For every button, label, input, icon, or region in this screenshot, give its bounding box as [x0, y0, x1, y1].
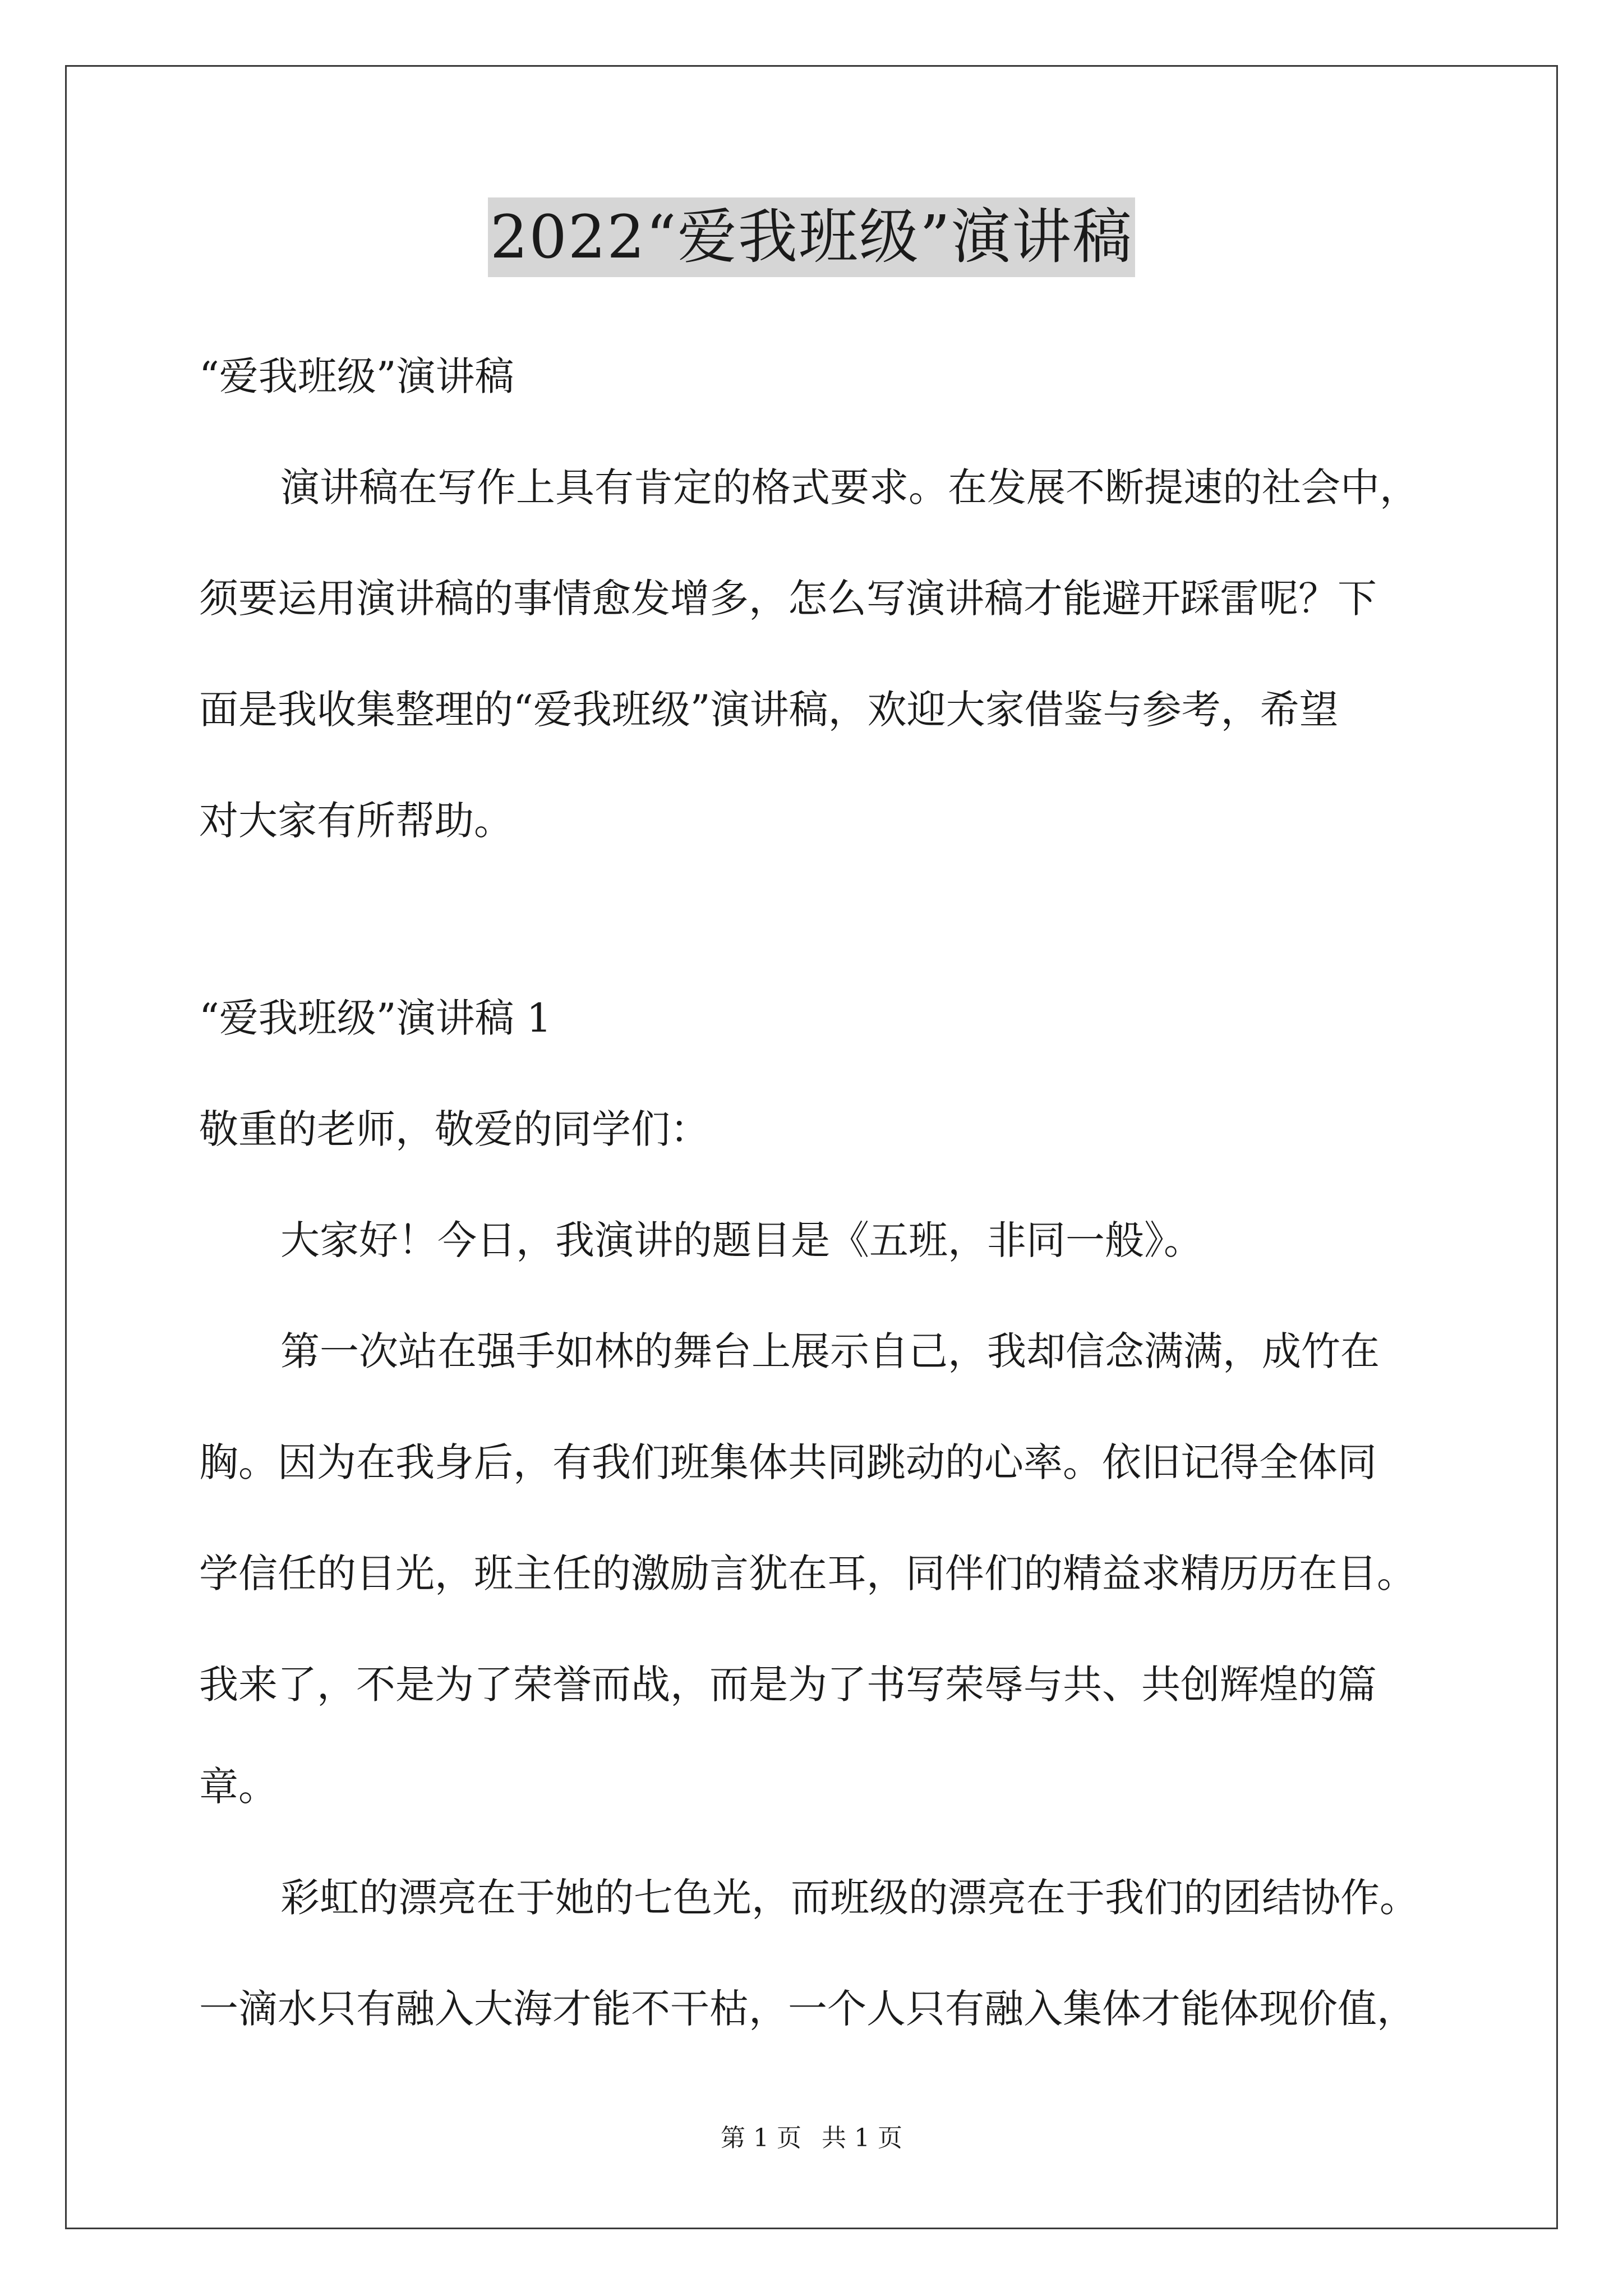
section-heading: “爱我班级”演讲稿 1 — [199, 995, 552, 1041]
paragraph-line: 大家好！今日，我演讲的题目是《五班，非同一般》。 — [280, 1217, 1203, 1263]
paragraph-line: 学信任的目光，班主任的激励言犹在耳，同伴们的精益求精历历在目。 — [199, 1550, 1416, 1596]
paragraph-line: 胸。因为在我身后，有我们班集体共同跳动的心率。依旧记得全体同 — [199, 1439, 1377, 1485]
paragraph-line: 面是我收集整理的“爱我班级”演讲稿，欢迎大家借鉴与参考，希望 — [199, 687, 1339, 733]
paragraph-line: 演讲稿在写作上具有肯定的格式要求。在发展不断提速的社会中， — [280, 464, 1419, 510]
paragraph-line: 第一次站在强手如林的舞台上展示自己，我却信念满满，成竹在 — [280, 1328, 1380, 1374]
salutation-line: 敬重的老师，敬爱的同学们： — [199, 1106, 709, 1152]
page-total: 共 1 页 — [822, 2124, 902, 2152]
subtitle-line: “爱我班级”演讲稿 — [199, 353, 514, 399]
paragraph-line: 我来了，不是为了荣誉而战，而是为了书写荣辱与共、共创辉煌的篇 — [199, 1662, 1377, 1708]
paragraph-line: 须要运用演讲稿的事情愈发增多，怎么写演讲稿才能避开踩雷呢？下 — [199, 576, 1377, 622]
title-container — [0, 197, 1623, 277]
paragraph-line: 彩虹的漂亮在于她的七色光，而班级的漂亮在于我们的团结协作。 — [280, 1875, 1419, 1921]
document-title: 2022“爱我班级”演讲稿 — [488, 197, 1135, 277]
paragraph-line: 章。 — [199, 1764, 278, 1810]
page-number: 第 1 页 — [721, 2124, 801, 2152]
page-footer — [0, 2123, 1623, 2154]
paragraph-line: 一滴水只有融入大海才能不干枯，一个人只有融入集体才能体现价值， — [199, 1986, 1416, 2032]
paragraph-line: 对大家有所帮助。 — [199, 798, 513, 844]
